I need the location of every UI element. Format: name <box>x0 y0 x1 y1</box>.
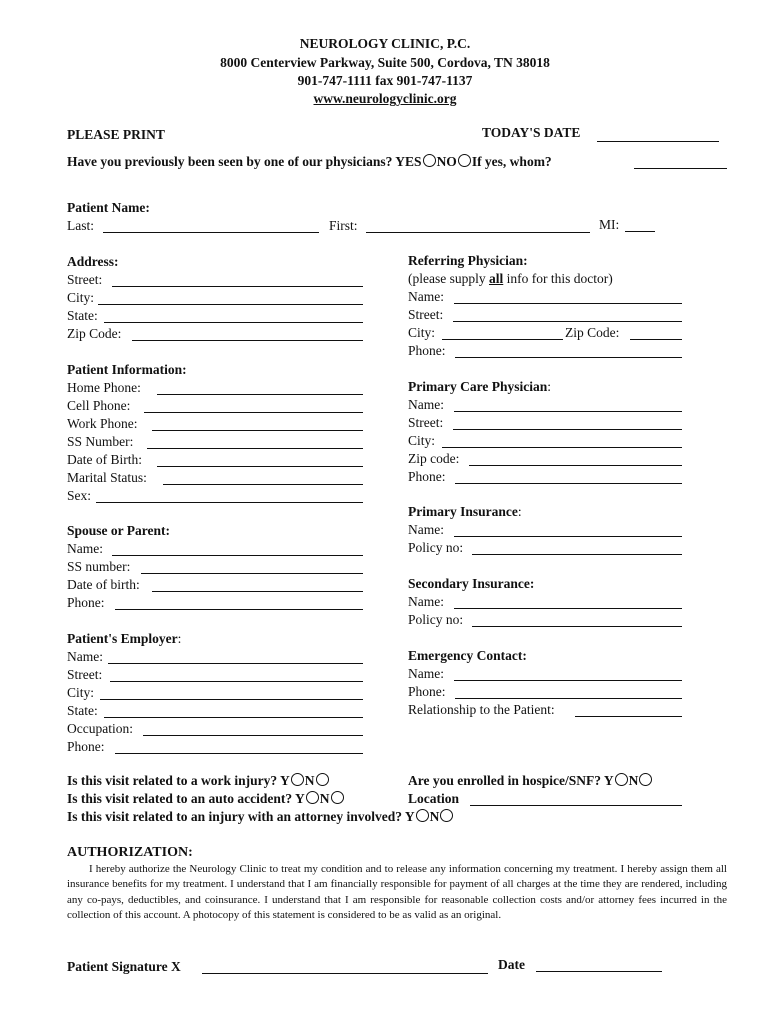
dob-label: Date of Birth: <box>67 452 142 467</box>
hospice-no-radio[interactable] <box>639 773 652 786</box>
primary-ins-policy-field[interactable] <box>472 554 682 555</box>
pcp-name-field[interactable] <box>454 411 682 412</box>
pcp-street-field[interactable] <box>453 429 682 430</box>
spouse-name-field[interactable] <box>112 555 363 556</box>
seen-before-question: Have you previously been seen by one of our physicians? YES NO If yes, whom? <box>67 154 552 169</box>
emergency-phone-field[interactable] <box>455 698 682 699</box>
pcp-phone-label: Phone: <box>408 469 446 484</box>
primary-ins-name-field[interactable] <box>454 536 682 537</box>
pcp-phone-field[interactable] <box>455 483 682 484</box>
referring-zip-field[interactable] <box>630 339 682 340</box>
location-label: Location <box>408 791 460 806</box>
seen-yes-radio[interactable] <box>423 154 436 167</box>
emergency-name-label: Name: <box>408 666 444 681</box>
referring-name-label: Name: <box>408 289 444 304</box>
auto-accident-no-radio[interactable] <box>331 791 344 804</box>
signature-date-field[interactable] <box>536 971 662 972</box>
marital-status-field[interactable] <box>163 484 363 485</box>
spouse-heading: Spouse or Parent: <box>67 523 171 538</box>
employer-name-label: Name: <box>67 649 103 664</box>
work-injury-question: Is this visit related to a work injury? Y N <box>67 773 330 789</box>
employer-name-field[interactable] <box>108 663 363 664</box>
zip-label: Zip Code: <box>67 326 122 341</box>
referring-heading: Referring Physician: <box>408 253 528 268</box>
auto-accident-yes-radio[interactable] <box>306 791 319 804</box>
referring-city-field[interactable] <box>442 339 563 340</box>
zip-field[interactable] <box>132 340 363 341</box>
home-phone-label: Home Phone: <box>67 380 141 395</box>
pcp-city-label: City: <box>408 433 436 448</box>
home-phone-field[interactable] <box>157 394 363 395</box>
referring-phone-field[interactable] <box>455 357 682 358</box>
patient-name-heading: Patient Name: <box>67 200 150 215</box>
spouse-ss-label: SS number: <box>67 559 131 574</box>
spouse-dob-field[interactable] <box>152 591 363 592</box>
please-print-label: PLEASE PRINT <box>67 127 165 142</box>
employer-phone-field[interactable] <box>115 753 363 754</box>
hospice-yes-radio[interactable] <box>615 773 628 786</box>
referring-city-label: City: <box>408 325 436 340</box>
todays-date-label: TODAY'S DATE <box>482 125 581 140</box>
employer-heading: Patient's Employer: <box>67 631 182 646</box>
dob-field[interactable] <box>157 466 363 467</box>
auto-accident-question: Is this visit related to an auto accident? Y N <box>67 791 345 807</box>
sex-label: Sex: <box>67 488 92 503</box>
relationship-field[interactable] <box>575 716 682 717</box>
first-name-label: First: <box>329 218 358 233</box>
city-field[interactable] <box>98 304 363 305</box>
state-field[interactable] <box>104 322 363 323</box>
clinic-website-link[interactable]: www.neurologyclinic.org <box>313 91 457 106</box>
referring-zip-label: Zip Code: <box>565 325 620 340</box>
clinic-name: NEUROLOGY CLINIC, P.C. <box>299 36 471 51</box>
last-name-field[interactable] <box>103 232 319 233</box>
employer-city-field[interactable] <box>100 699 363 700</box>
referring-phone-label: Phone: <box>408 343 446 358</box>
city-label: City: <box>67 290 95 305</box>
secondary-ins-name-field[interactable] <box>454 608 682 609</box>
ss-number-label: SS Number: <box>67 434 134 449</box>
employer-city-label: City: <box>67 685 95 700</box>
referring-street-label: Street: <box>408 307 444 322</box>
primary-insurance-heading: Primary Insurance: <box>408 504 522 519</box>
emergency-name-field[interactable] <box>454 680 682 681</box>
address-heading: Address: <box>67 254 119 269</box>
seen-no-radio[interactable] <box>458 154 471 167</box>
pcp-heading: Primary Care Physician: <box>408 379 551 394</box>
secondary-ins-policy-field[interactable] <box>472 626 682 627</box>
street-label: Street: <box>67 272 103 287</box>
referring-name-field[interactable] <box>454 303 682 304</box>
pcp-street-label: Street: <box>408 415 444 430</box>
signature-label: Patient Signature X <box>67 959 181 974</box>
secondary-ins-policy-label: Policy no: <box>408 612 464 627</box>
authorization-text: I hereby authorize the Neurology Clinic to treat my condition and to release any information concerning my treatment. I hereby assign them all insurance benefits for my treatment. I understand that I am financially responsible for payment of all charges at the time they are rendered, including any co-pays, deductibles, and coinsurance. I understand that I am responsible for reasonable collection costs and/or attorney fees incurred in the collection of this account. A photocopy of this statement is considered to be as valid as an original. <box>67 863 727 921</box>
attorney-question: Is this visit related to an injury with an attorney involved? Y N <box>67 809 454 825</box>
spouse-phone-label: Phone: <box>67 595 105 610</box>
employer-street-label: Street: <box>67 667 103 682</box>
work-phone-field[interactable] <box>152 430 363 431</box>
clinic-address: 8000 Centerview Parkway, Suite 500, Cordova, TN 38018 <box>220 55 550 70</box>
cell-phone-field[interactable] <box>144 412 363 413</box>
pcp-name-label: Name: <box>408 397 444 412</box>
emergency-phone-label: Phone: <box>408 684 446 699</box>
marital-status-label: Marital Status: <box>67 470 147 485</box>
signature-date-label: Date <box>498 957 525 972</box>
referring-street-field[interactable] <box>453 321 682 322</box>
relationship-label: Relationship to the Patient: <box>408 702 555 717</box>
patient-info-heading: Patient Information: <box>67 362 187 377</box>
secondary-insurance-heading: Secondary Insurance: <box>408 576 535 591</box>
first-name-field[interactable] <box>366 232 590 233</box>
secondary-ins-name-label: Name: <box>408 594 444 609</box>
todays-date-field[interactable] <box>597 141 719 142</box>
last-name-label: Last: <box>67 218 94 233</box>
attorney-no-radio[interactable] <box>440 809 453 822</box>
attorney-yes-radio[interactable] <box>416 809 429 822</box>
work-injury-yes-radio[interactable] <box>291 773 304 786</box>
signature-field[interactable] <box>202 973 488 974</box>
employer-state-field[interactable] <box>104 717 363 718</box>
work-phone-label: Work Phone: <box>67 416 138 431</box>
clinic-phone: 901-747-1111 fax 901-747-1137 <box>297 73 473 88</box>
emergency-heading: Emergency Contact: <box>408 648 527 663</box>
primary-ins-name-label: Name: <box>408 522 444 537</box>
spouse-phone-field[interactable] <box>115 609 363 610</box>
street-field[interactable] <box>112 286 363 287</box>
employer-phone-label: Phone: <box>67 739 105 754</box>
sex-field[interactable] <box>96 502 363 503</box>
authorization-heading: AUTHORIZATION: <box>67 845 193 860</box>
state-label: State: <box>67 308 98 323</box>
location-field[interactable] <box>470 805 682 806</box>
mi-label: MI: <box>599 217 620 232</box>
spouse-dob-label: Date of birth: <box>67 577 140 592</box>
hospice-question: Are you enrolled in hospice/SNF? Y N <box>408 773 653 789</box>
pcp-zip-label: Zip code: <box>408 451 460 466</box>
occupation-label: Occupation: <box>67 721 133 736</box>
primary-ins-policy-label: Policy no: <box>408 540 464 555</box>
pcp-city-field[interactable] <box>442 447 682 448</box>
pcp-zip-field[interactable] <box>469 465 682 466</box>
referring-note: (please supply all info for this doctor) <box>408 271 613 286</box>
occupation-field[interactable] <box>143 735 363 736</box>
ss-number-field[interactable] <box>147 448 363 449</box>
employer-street-field[interactable] <box>110 681 363 682</box>
whom-field[interactable] <box>634 168 727 169</box>
work-injury-no-radio[interactable] <box>316 773 329 786</box>
employer-state-label: State: <box>67 703 98 718</box>
spouse-name-label: Name: <box>67 541 103 556</box>
mi-field[interactable] <box>625 231 655 232</box>
cell-phone-label: Cell Phone: <box>67 398 131 413</box>
spouse-ss-field[interactable] <box>141 573 363 574</box>
